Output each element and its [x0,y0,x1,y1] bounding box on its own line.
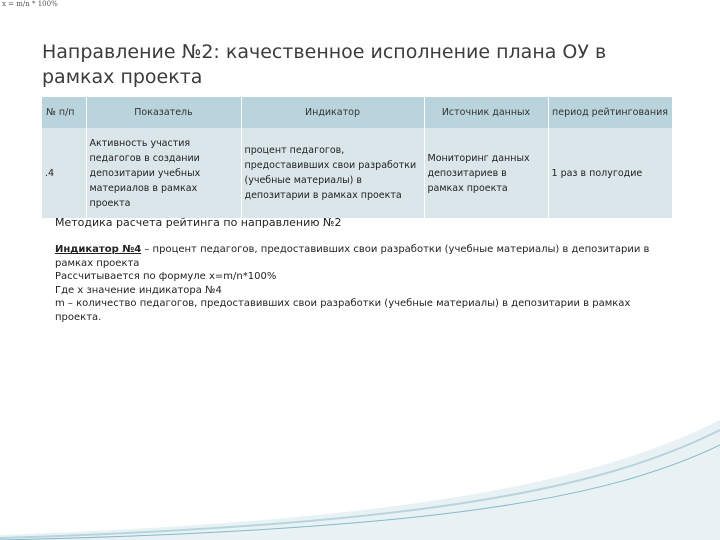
x-definition-line: Где x значение индикатора №4 [55,284,222,296]
table-header-row [42,97,672,128]
header-num: № п/п [42,97,86,128]
indicator-text: – процент педагогов, предоставивших свои разработки (учебные материалы) в депозитарии в рамках проекта [55,244,650,269]
header-period: период рейтингования [548,97,672,128]
indicator-paragraph [55,243,655,270]
rating-table [42,97,673,218]
header-indicator: Индикатор [241,97,424,128]
formula-snippet: x = m/n * 100% [2,0,58,8]
cell-period: 1 раз в полугодие [548,128,672,218]
indicator-label: Индикатор №4 [55,244,142,255]
header-indicator-name: Показатель [86,97,241,128]
table-row [42,128,672,218]
cell-num: .4 [42,128,86,218]
decorative-corner-swoosh [0,420,720,540]
cell-source: Мониторинг данных депозитариев в рамках проекта [424,128,548,218]
cell-indicator: процент педагогов, предоставивших свои разработки (учебные материалы) в депозитарии в рамках проекта [241,128,424,218]
formula-line: Рассчитывается по формуле x=m/n*100% [55,271,277,283]
cell-indicator-name: Активность участия педагогов в создании депозитарии учебных материалов в рамках проекта [86,128,241,218]
header-source: Источник данных [424,97,548,128]
page-title: Направление №2: качественное исполнение плана ОУ в рамках проекта [42,41,607,88]
method-body [55,243,655,325]
method-heading: Методика расчета рейтинга по направлению №2 [55,216,342,229]
m-definition-line: m – количество педагогов, предоставивших свои разработки (учебные материалы) в депозитарии в рамках проекта. [55,298,631,323]
